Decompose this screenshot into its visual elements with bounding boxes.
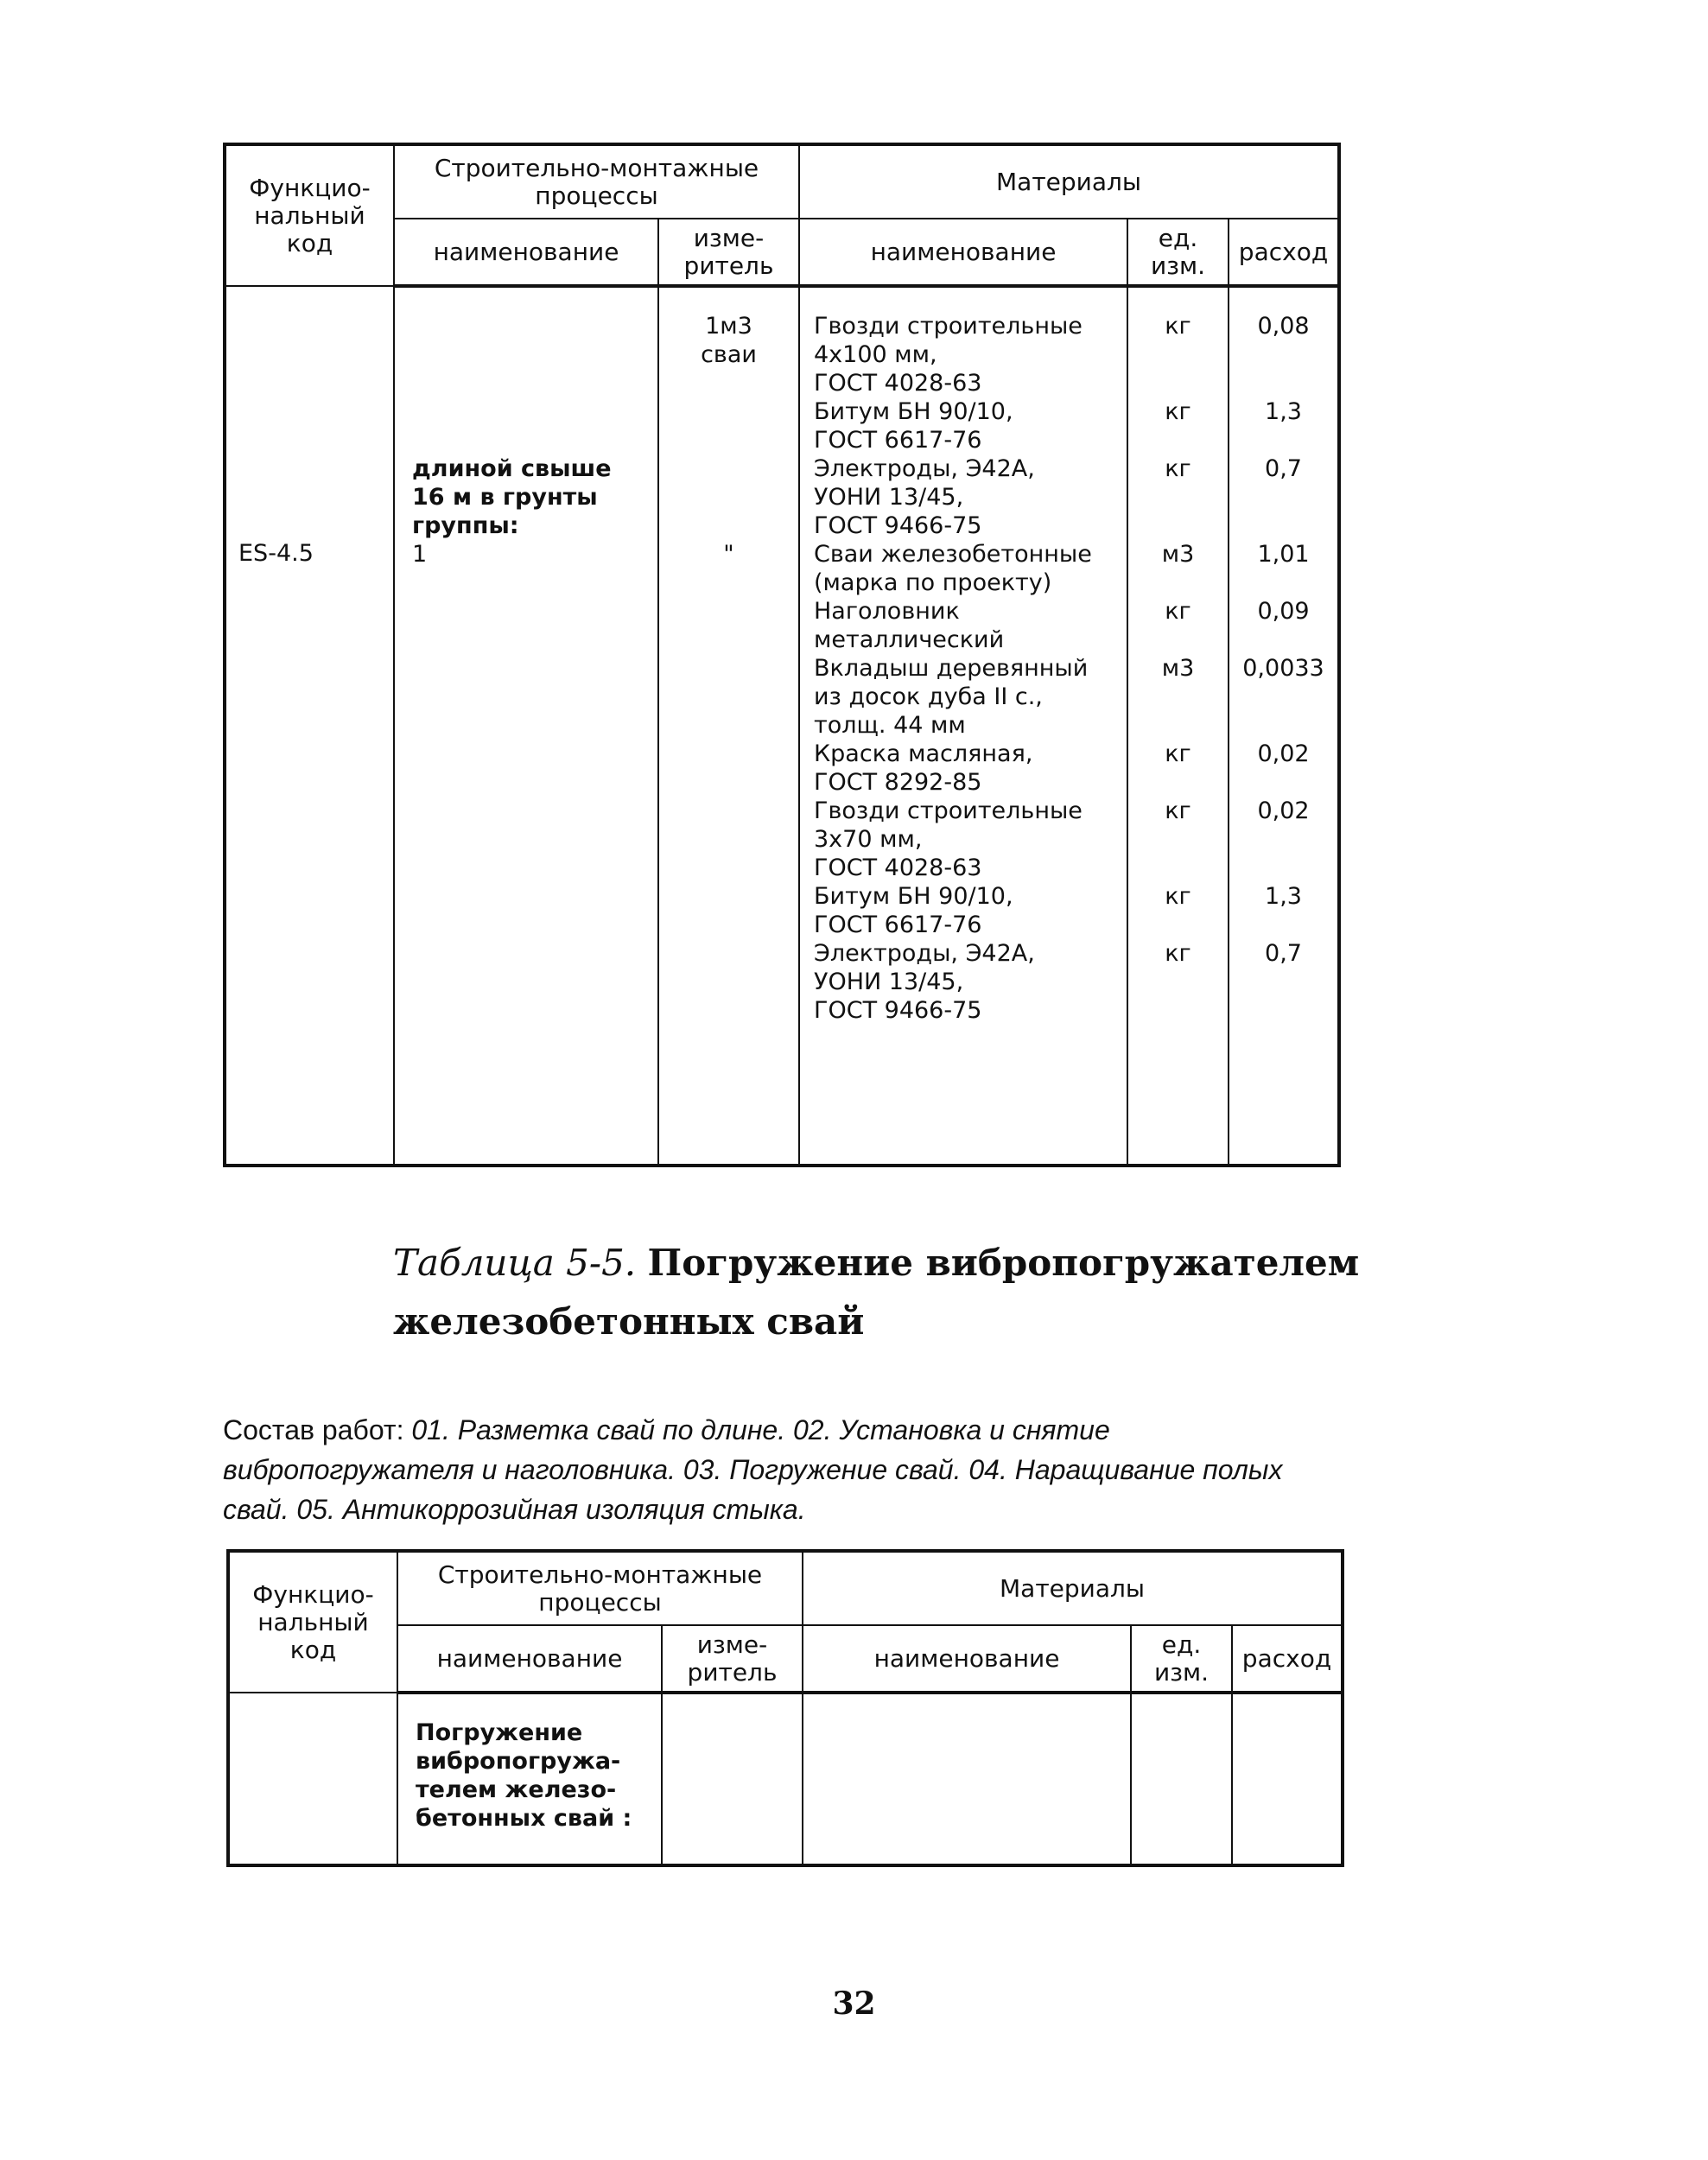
code-cell [228,1693,397,1865]
material-name: Краска масляная, [814,740,1033,767]
material-amount: 1,01 [1257,541,1310,568]
process-unit: сваи [701,341,757,368]
header-processes: Строительно-монтажные процессы [394,144,799,219]
material-unit: кг [1165,797,1191,824]
process-item: 1 [412,541,428,568]
header-processes: Строительно-монтажные процессы [397,1551,803,1625]
material-amount: 0,0033 [1242,655,1324,682]
header-materials: Материалы [803,1551,1343,1625]
material-name: УОНИ 13/45, [814,484,964,511]
code-cell [225,286,394,1166]
material-name-cell [799,286,1127,1166]
material-unit: кг [1165,940,1191,967]
material-name: металлический [814,626,1005,653]
process-heading-line: 16 м в грунты [412,484,598,511]
material-amount: 0,7 [1265,455,1302,482]
page-number: 32 [832,1985,876,2022]
material-name: Гвозди строительные [814,313,1083,340]
table-1 [223,143,1341,1167]
material-unit: кг [1165,455,1191,482]
process-unit-cell [662,1693,803,1865]
process-heading-line: группы: [412,512,519,539]
material-name: ГОСТ 9466-75 [814,997,982,1024]
material-unit: м3 [1161,541,1195,568]
material-name: 3х70 мм, [814,826,923,853]
header-material-amount: расход [1232,1625,1343,1693]
header-process-unit: изме- ритель [658,219,799,286]
process-unit-ditto: " [723,541,734,568]
header-code: Функцио- нальный код [228,1551,397,1693]
material-name: (марка по проекту) [814,569,1052,596]
material-amount: 0,7 [1265,940,1302,967]
material-amount: 0,08 [1257,313,1310,340]
material-unit: кг [1165,313,1191,340]
material-name: ГОСТ 9466-75 [814,512,982,539]
material-unit: кг [1165,598,1191,625]
material-amount: 0,02 [1257,740,1310,767]
material-name: Битум БН 90/10, [814,398,1013,425]
material-name: Электроды, Э42А, [814,455,1035,482]
material-unit: м3 [1161,655,1195,682]
material-name: Гвозди строительные [814,797,1083,824]
process-name-cell [397,1693,662,1865]
process-heading-line: вибропогружа- [416,1748,621,1775]
function-code: ES-4.5 [238,540,314,567]
material-amount: 1,3 [1265,883,1302,910]
header-materials: Материалы [799,144,1339,219]
material-name: Битум БН 90/10, [814,883,1013,910]
material-amount: 0,02 [1257,797,1310,824]
material-name: Вкладыш деревянный [814,655,1089,682]
material-unit: кг [1165,740,1191,767]
work-composition [223,1410,1346,1529]
table-2 [226,1549,1344,1867]
caption-title: Погружение вибропогружателем [647,1242,1360,1284]
header-material-name: наименование [799,219,1127,286]
header-material-name: наименование [803,1625,1131,1693]
table-caption [393,1234,1430,1351]
composition-text: 01. Разметка свай по длине. 02. Установка и снятие вибропогружателя и наголовника. 03. Погружение свай. 04. Наращивание полых свай. 05. Антикоррозийная изоляция стыка. [223,1414,1283,1525]
process-unit: 1м3 [705,313,752,340]
header-process-unit: изме- ритель [662,1625,803,1693]
material-amount: 1,3 [1265,398,1302,425]
material-name: ГОСТ 6617-76 [814,912,982,938]
process-heading-line: Погружение [416,1719,583,1746]
material-name: ГОСТ 8292-85 [814,769,982,796]
material-amount-cell [1229,286,1339,1166]
process-name-cell [394,286,658,1166]
caption-title-line2: железобетонных свай [393,1300,865,1343]
material-unit: кг [1165,398,1191,425]
composition-lead: Состав работ: [223,1414,412,1445]
process-heading-line: бетонных свай : [416,1805,632,1832]
material-name: Электроды, Э42А, [814,940,1035,967]
material-unit: кг [1165,883,1191,910]
header-code: Функцио- нальный код [225,144,394,286]
material-name: ГОСТ 4028-63 [814,854,982,881]
material-name: УОНИ 13/45, [814,969,964,995]
header-process-name: наименование [397,1625,662,1693]
process-heading-line: длиной свыше [412,455,612,482]
material-name: ГОСТ 4028-63 [814,370,982,397]
material-name: Наголовник [814,598,960,625]
header-material-unit: ед. изм. [1131,1625,1232,1693]
material-name: толщ. 44 мм [814,712,966,739]
material-unit-cell [1131,1693,1232,1865]
material-name-cell [803,1693,1131,1865]
material-name: 4х100 мм, [814,341,937,368]
material-amount: 0,09 [1257,598,1310,625]
process-heading-line: телем железо- [416,1776,617,1803]
material-amount-cell [1232,1693,1343,1865]
process-unit-cell [658,286,799,1166]
header-material-amount: расход [1229,219,1339,286]
caption-label: Таблица 5-5. [393,1242,637,1284]
material-unit-cell [1127,286,1229,1166]
material-name: из досок дуба II с., [814,683,1043,710]
header-material-unit: ед. изм. [1127,219,1229,286]
header-process-name: наименование [394,219,658,286]
material-name: Сваи железобетонные [814,541,1092,568]
material-name: ГОСТ 6617-76 [814,427,982,454]
